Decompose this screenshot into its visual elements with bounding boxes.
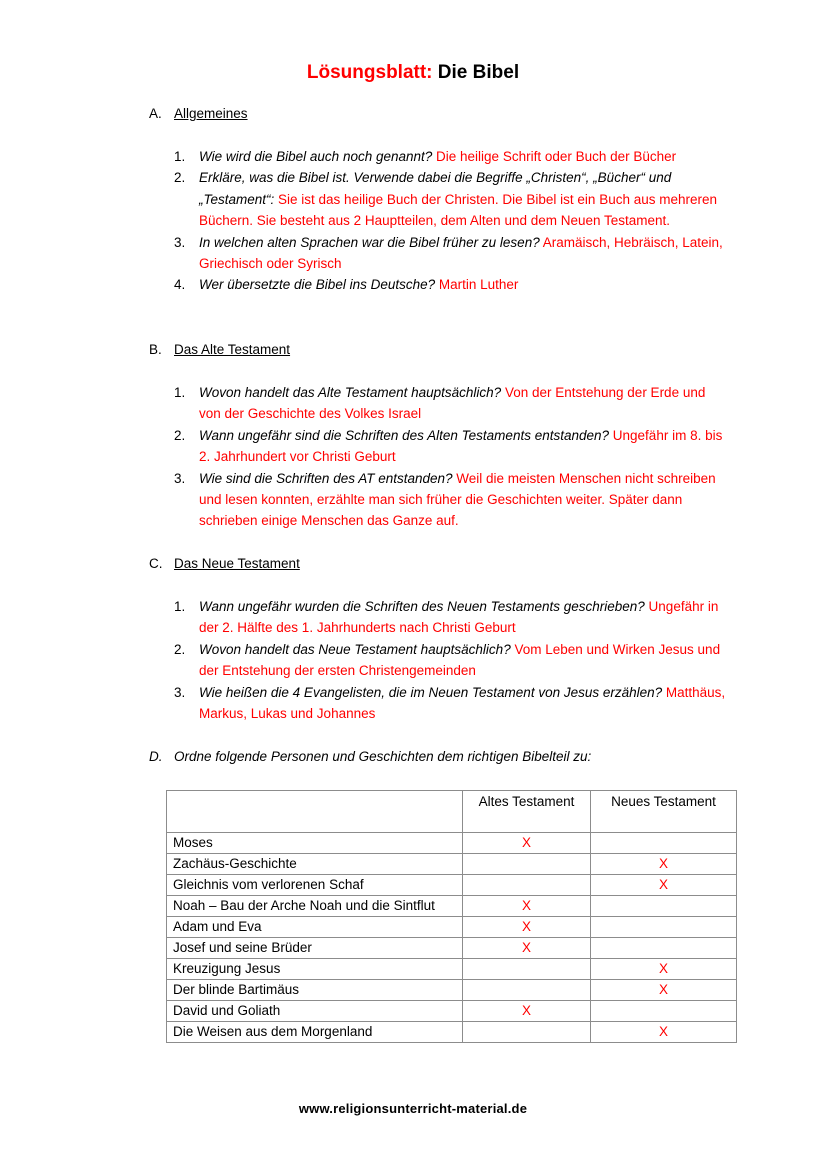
question-number: 1.: [174, 149, 186, 164]
new-testament-mark: [591, 917, 737, 938]
answer-text: Aramäisch, Hebräisch, Latein, Griechisch oder Syrisch: [199, 234, 723, 272]
row-label: Die Weisen aus dem Morgenland: [167, 1022, 463, 1043]
new-testament-mark: [591, 833, 737, 854]
question-number: 3.: [174, 470, 186, 486]
table-row: [167, 1001, 737, 1022]
new-testament-mark: [591, 1001, 737, 1022]
old-testament-mark: [463, 854, 591, 875]
section-letter: B.: [149, 342, 162, 357]
header-empty: [167, 791, 463, 833]
old-testament-mark: X: [463, 896, 591, 917]
question-item: [174, 425, 729, 468]
section-a-heading: [149, 106, 248, 121]
old-testament-mark: X: [463, 938, 591, 959]
section-c-questions: [174, 596, 729, 724]
question-number: 3.: [174, 234, 186, 250]
answer-text: Weil die meisten Menschen nicht schreiben und lesen konnten, erzählte man sich früher die Geschichten weiter. Später dann schrieben einige Menschen das Ganze auf.: [199, 470, 716, 529]
question-text: In welchen alten Sprachen war die Bibel früher zu lesen?: [199, 234, 540, 250]
footer-url: www.religionsunterricht-material.de: [298, 1101, 528, 1116]
page-title: [0, 62, 826, 84]
table-row: [167, 917, 737, 938]
question-item: [174, 232, 729, 275]
question-item: [174, 596, 729, 639]
question-text: Wovon handelt das Alte Testament hauptsächlich?: [199, 385, 502, 400]
row-label: David und Goliath: [167, 1001, 463, 1022]
title-prefix: Lösungsblatt:: [306, 62, 433, 83]
new-testament-mark: X: [591, 854, 737, 875]
old-testament-mark: X: [463, 833, 591, 854]
old-testament-mark: [463, 980, 591, 1001]
section-title: Das Neue Testament: [174, 556, 300, 571]
old-testament-mark: [463, 959, 591, 980]
table-row: [167, 959, 737, 980]
question-number: 2.: [174, 641, 186, 657]
table-header-row: [167, 791, 737, 833]
question-number: 2.: [174, 170, 186, 186]
table-row: [167, 875, 737, 896]
answer-text: Die heilige Schrift oder Buch der Bücher: [432, 149, 677, 164]
question-text: Wie heißen die 4 Evangelisten, die im Neuen Testament von Jesus erzählen?: [199, 684, 663, 700]
section-a-questions: [174, 146, 729, 296]
table-row: [167, 938, 737, 959]
new-testament-mark: [591, 896, 737, 917]
question-text: Wer übersetzte die Bibel ins Deutsche?: [199, 277, 436, 293]
question-item: [174, 274, 729, 295]
answer-text: Von der Entstehung der Erde und von der Geschichte des Volkes Israel: [199, 385, 706, 422]
table-row: [167, 833, 737, 854]
row-label: Adam und Eva: [167, 917, 463, 938]
title-main: Die Bibel: [432, 62, 520, 83]
old-testament-mark: [463, 875, 591, 896]
assignment-table: [166, 790, 737, 1043]
answer-text: Ungefähr im 8. bis 2. Jahrhundert vor Christi Geburt: [199, 427, 723, 465]
new-testament-mark: X: [591, 875, 737, 896]
question-item: [174, 382, 729, 425]
new-testament-mark: [591, 938, 737, 959]
header-new-testament: Neues Testament: [591, 791, 737, 833]
header-old-testament: Altes Testament: [463, 791, 591, 833]
answer-text: Sie ist das heilige Buch der Christen. Die Bibel ist ein Buch aus mehreren Büchern. Sie besteht aus 2 Hauptteilen, dem Alten und dem Neuen Testament.: [199, 191, 718, 229]
old-testament-mark: X: [463, 1001, 591, 1022]
section-c-heading: [149, 556, 300, 571]
section-b-questions: [174, 382, 729, 532]
table-row: [167, 980, 737, 1001]
old-testament-mark: [463, 1022, 591, 1043]
row-label: Kreuzigung Jesus: [167, 959, 463, 980]
row-label: Noah – Bau der Arche Noah und die Sintflut: [167, 896, 463, 917]
row-label: Gleichnis vom verlorenen Schaf: [167, 875, 463, 896]
answer-text: Martin Luther: [435, 277, 519, 293]
question-text: Wann ungefähr sind die Schriften des Alten Testaments entstanden?: [199, 427, 610, 443]
answer-text: Ungefähr in der 2. Hälfte des 1. Jahrhunderts nach Christi Geburt: [199, 599, 719, 636]
row-label: Josef und seine Brüder: [167, 938, 463, 959]
table-row: [167, 1022, 737, 1043]
new-testament-mark: X: [591, 980, 737, 1001]
question-number: 1.: [174, 599, 186, 614]
section-letter: D.: [149, 749, 163, 764]
table-row: [167, 854, 737, 875]
question-text: Wie wird die Bibel auch noch genannt?: [199, 149, 433, 164]
question-text: Erkläre, was die Bibel ist. Verwende dabei die Begriffe „Christen“, „Bücher“ und „Testament“:: [199, 170, 672, 207]
new-testament-mark: X: [591, 959, 737, 980]
answer-text: Vom Leben und Wirken Jesus und der Entstehung der ersten Christengemeinden: [199, 641, 721, 679]
question-item: [174, 146, 729, 167]
answer-text: Matthäus, Markus, Lukas und Johannes: [199, 684, 726, 722]
question-number: 1.: [174, 385, 186, 400]
question-item: [174, 639, 729, 682]
section-letter: A.: [149, 106, 162, 121]
table-row: [167, 896, 737, 917]
row-label: Der blinde Bartimäus: [167, 980, 463, 1001]
question-text: Wann ungefähr wurden die Schriften des Neuen Testaments geschrieben?: [199, 599, 645, 614]
row-label: Zachäus-Geschichte: [167, 854, 463, 875]
question-number: 4.: [174, 277, 186, 293]
old-testament-mark: X: [463, 917, 591, 938]
section-d-heading: [149, 749, 591, 764]
section-title: Das Alte Testament: [174, 342, 291, 357]
question-number: 2.: [174, 427, 186, 443]
section-title: Ordne folgende Personen und Geschichten dem richtigen Bibelteil zu:: [174, 749, 592, 764]
question-item: [174, 468, 729, 532]
question-number: 3.: [174, 684, 186, 700]
question-text: Wovon handelt das Neue Testament hauptsächlich?: [199, 641, 511, 657]
question-text: Wie sind die Schriften des AT entstanden?: [199, 470, 453, 486]
section-title: Allgemeines: [174, 106, 248, 121]
section-b-heading: [149, 342, 290, 357]
row-label: Moses: [167, 833, 463, 854]
question-item: [174, 167, 729, 231]
new-testament-mark: X: [591, 1022, 737, 1043]
question-item: [174, 682, 729, 725]
section-letter: C.: [149, 556, 163, 571]
